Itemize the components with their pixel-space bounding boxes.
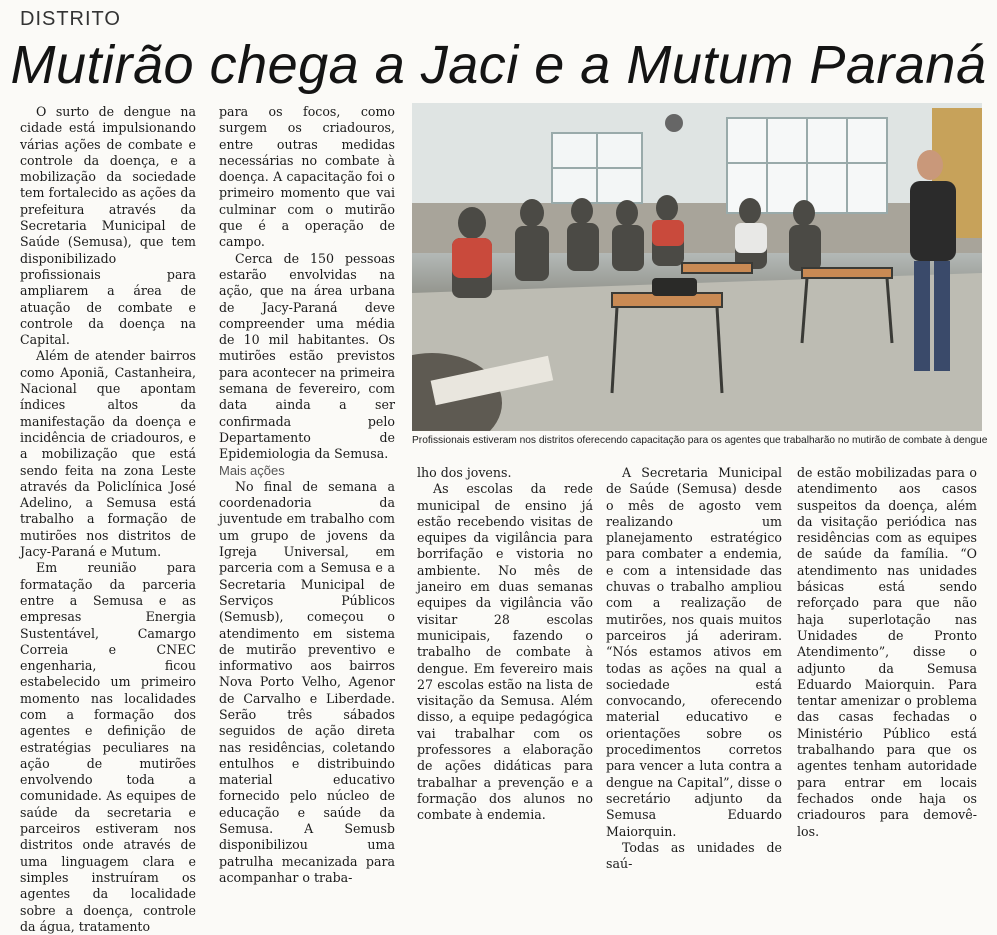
paragraph: No final de semana a coordenadoria da juventude em trabalho com um grupo de jovens da Igreja Universal, em parceria com a Semusa e a Secretaria Municipal de Serviços Públicos (Semusb), começou o atendimento em sistema de mutirão preventivo e informativo aos bairros Nova Porto Velho, Agenor de Carvalho e Liberdade. Serão três sábados seguidos de ação direta nas residências, coletando entulhos e distribuindo material educativo fornecido pelo núcleo de educação e saúde da Semusa. A Semusb disponibilizou uma patrulha mecanizada para acompanhar o traba- [219,478,395,885]
paragraph: Em reunião para formatação da parceria entre a Semusa e as empresas Energia Sustentável, Camargo Correia e CNEC engenharia, ficou estabelecido um primeiro momento nas localidades com a formação dos agentes e definição de estratégias peculiares na ação de mutirões envolvendo toda a comunidade. As equipes de saúde da secretaria e parceiros estiveram nos distritos onde através de uma linguagem clara e simples instruíram os agentes da localidade sobre a doença, controle da água, tratamento [20,560,196,934]
subhead: Mais ações [219,462,285,478]
paragraph: lho dos jovens. [417,465,512,480]
paragraph: de estão mobilizadas para o atendimento aos casos suspeitos da doença, além da visitação periódica nas residências com as equipes de saúde da família. “O atendimento nas unidades básicas está sendo reforçado para que não haja superlotação nas Unidades de Pronto Atendimento”, disse o adjunto da Semusa Eduardo Maiorquin. Para tentar amenizar o problema das casas fechadas o Ministério Público está trabalhando para que os agentes tenham autoridade para entrar em locais fechados onde haja os criadouros para demovê-los. [797,465,977,839]
article-column-3 [417,465,593,824]
classroom-photo-illustration [412,103,982,431]
article-column-4 [606,465,782,872]
article-photo [412,103,982,431]
section-label: DISTRITO [20,8,121,30]
headline: Mutirão chega a Jaci e a Mutum Paraná [10,35,987,95]
paragraph: Cerca de 150 pessoas estarão envolvidas na ação, que na área urbana de Jacy-Paraná deve compreender uma média de 10 mil habitantes. Os mutirões estão previstos para acontecer na primeira semana de fevereiro, com data ainda a ser confirmada pelo Departamento de Epidemiologia da Semusa. [219,250,395,462]
paragraph: para os focos, como surgem os criadouros, entre outras medidas necessárias no combate à doença. A capacitação foi o primeiro momento que vai culminar com o mutirão que é a operação de campo. [219,104,395,250]
paragraph: A Secretaria Municipal de Saúde (Semusa) desde o mês de agosto vem realizando um planejamento estratégico para combater a endemia, e com a intensidade das chuvas o trabalho ampliou com a realização de mutirões, nos quais muitos parceiros já aderiram. “Nós estamos ativos em todas as ações na qual a sociedade está convocando, oferecendo material educativo e orientações sobre os procedimentos corretos para vencer a luta contra a dengue na Capital”, disse o secretário adjunto da Semusa Eduardo Maiorquin. [606,465,782,839]
paragraph: As escolas da rede municipal de ensino já estão recebendo visitas de equipes da vigilância para borrifação e vistoria no ambiente. No mês de janeiro em duas semanas equipes da vigilância vão visitar 28 escolas municipais, fazendo o trabalho de combate à dengue. Em fevereiro mais 27 escolas estão na lista de visitação da Semusa. Além disso, a equipe pedagógica vai trabalhar com os professores a elaboração de ações didáticas para trabalhar a prevenção e a formação dos alunos no combate à endemia. [417,481,593,823]
paragraph: Além de atender bairros como Aponiã, Castanheira, Nacional que apontam índices altos da manifestação da doença e incidência de criadouros, e a mobilização que está sendo feita na zona Leste através da Policlínica José Adelino, a Semusa está trabalho a formação de mutirões nos distritos de Jacy-Paraná e Mutum. [20,348,196,560]
paragraph: Todas as unidades de saú- [606,839,782,872]
article-column-1 [20,104,196,935]
article-column-5 [797,465,977,840]
article-column-2 [219,104,395,886]
paragraph: O surto de dengue na cidade está impulsionando várias ações de combate e controle da doença, e a mobilização da sociedade tem fortalecido as ações da prefeitura através da Secretaria Municipal de Saúde (Semusa), que tem disponibilizado profissionais para ampliarem a área de atuação de combate e controle da doença na Capital. [20,104,196,348]
photo-caption: Profissionais estiveram nos distritos oferecendo capacitação para os agentes que trabalharão no mutirão de combate à dengue [412,435,988,446]
